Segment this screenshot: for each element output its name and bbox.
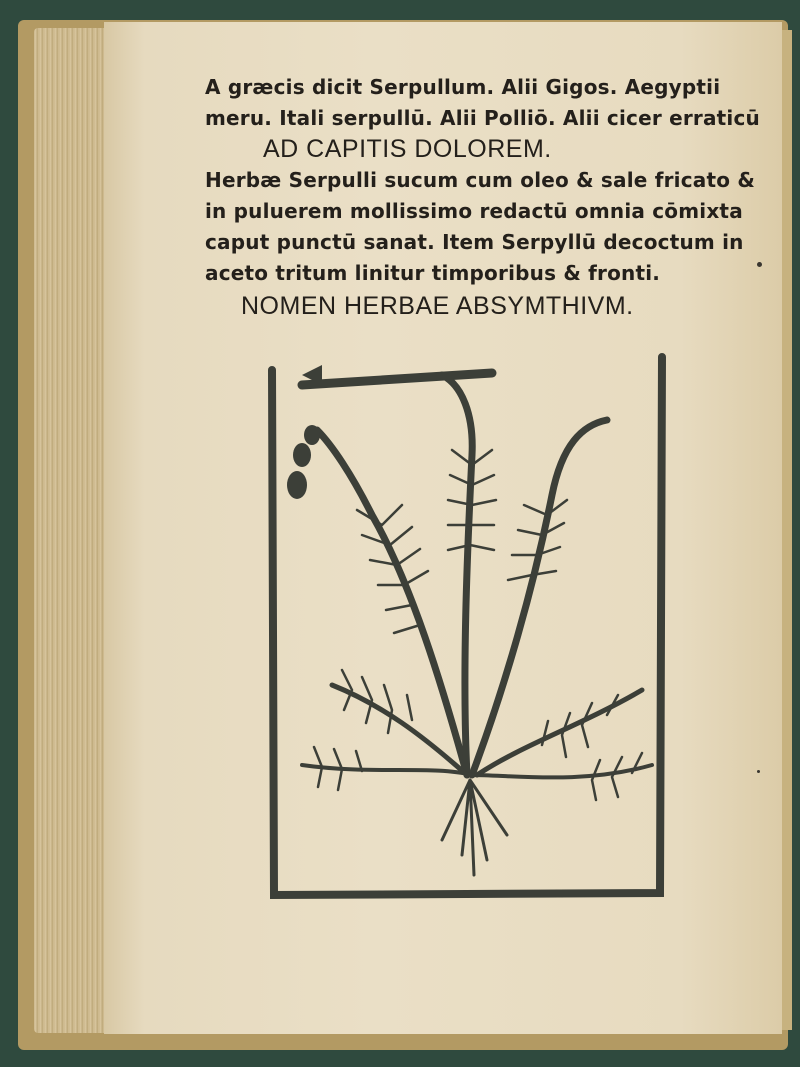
ink-speck [757,262,762,267]
text-line: caput punctū sanat. Item Serpyllū decoctum in [205,230,744,254]
text-line: Herbæ Serpulli sucum cum oleo & sale fricato & [205,168,755,192]
wormwood-woodcut-icon [262,335,672,900]
section-heading: AD CAPITIS DOLOREM. [263,135,552,163]
ink-speck [757,770,760,773]
text-line: aceto tritum linitur timporibus & fronti. [205,261,661,285]
page-text [205,72,760,322]
right-edge [782,30,792,1030]
text-line: in puluerem mollissimo redactū omnia cōmixta [205,199,743,223]
text-line: meru. Itali serpullū. Alii Polliō. Alii cicer erraticū [205,106,760,130]
text-line: A græcis dicit Serpullum. Alii Gigos. Aegyptii [205,75,721,99]
herb-name-heading: NOMEN HERBAE ABSYMTHIVM. [241,292,634,320]
page-edges [34,28,106,1033]
